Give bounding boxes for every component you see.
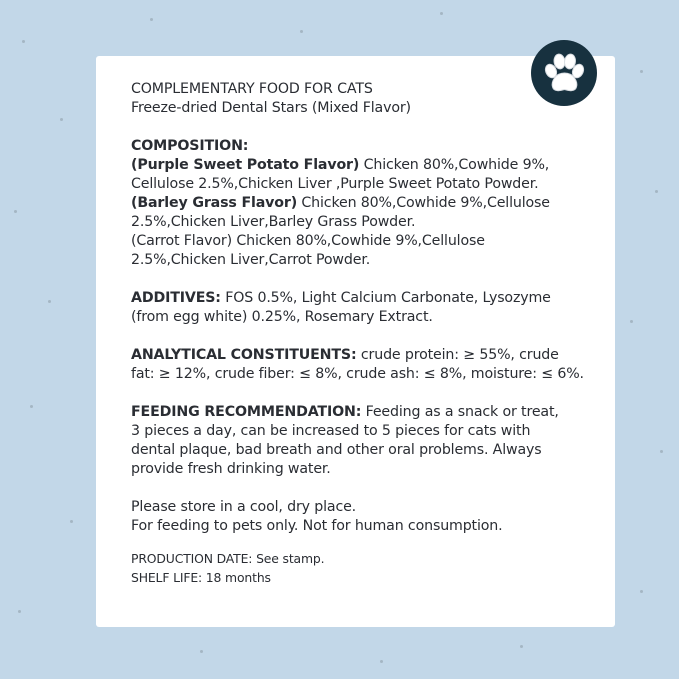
- speckle: [630, 320, 633, 323]
- speckle: [440, 12, 443, 15]
- speckle: [30, 405, 33, 408]
- storage-line: Please store in a cool, dry place.: [131, 499, 357, 515]
- analytical-label: ANALYTICAL CONSTITUENTS:: [131, 347, 357, 363]
- composition-purple: [131, 156, 571, 175]
- feeding-text: Feeding as a snack or treat,: [361, 404, 559, 420]
- speckle: [655, 190, 658, 193]
- feeding-cont-2: dental plaque, bad breath and other oral problems. Always: [131, 442, 542, 458]
- composition-heading: COMPOSITION:: [131, 138, 249, 154]
- shelf-life: SHELF LIFE: 18 months: [131, 570, 271, 585]
- speckle: [520, 645, 523, 648]
- composition-barley-cont: 2.5%,Chicken Liver,Barley Grass Powder.: [131, 214, 416, 230]
- feeding: [131, 403, 571, 422]
- speckle: [60, 118, 63, 121]
- analytical-cont: fat: ≥ 12%, crude fiber: ≤ 8%, crude ash: ≤ 8%, moisture: ≤ 6%.: [131, 366, 584, 382]
- speckle: [200, 650, 203, 653]
- analytical-text: crude protein: ≥ 55%, crude: [356, 347, 559, 363]
- speckle: [18, 610, 21, 613]
- analytical: [131, 346, 571, 365]
- speckle: [48, 300, 51, 303]
- additives-text: FOS 0.5%, Light Calcium Carbonate, Lysozyme: [220, 290, 551, 306]
- label-text: [131, 80, 584, 587]
- additives: [131, 289, 571, 308]
- feeding-cont-3: provide fresh drinking water.: [131, 461, 331, 477]
- barley-flavor-text: Chicken 80%,Cowhide 9%,Cellulose: [297, 195, 550, 211]
- production-date: PRODUCTION DATE: See stamp.: [131, 551, 325, 566]
- paw-badge: [531, 40, 597, 106]
- speckle: [660, 450, 663, 453]
- composition-carrot: (Carrot Flavor) Chicken 80%,Cowhide 9%,Cellulose: [131, 233, 485, 249]
- label-card: [96, 56, 615, 627]
- pets-only-line: For feeding to pets only. Not for human consumption.: [131, 518, 503, 534]
- purple-flavor-text: Chicken 80%,Cowhide 9%,: [359, 157, 550, 173]
- speckle: [22, 40, 25, 43]
- composition-purple-cont: Cellulose 2.5%,Chicken Liver ,Purple Sweet Potato Powder.: [131, 176, 539, 192]
- label-subtitle: Freeze-dried Dental Stars (Mixed Flavor): [131, 100, 411, 116]
- speckle: [150, 18, 153, 21]
- composition-carrot-cont: 2.5%,Chicken Liver,Carrot Powder.: [131, 252, 371, 268]
- label-title: COMPLEMENTARY FOOD FOR CATS: [131, 81, 373, 97]
- purple-flavor-label: (Purple Sweet Potato Flavor): [131, 157, 360, 173]
- barley-flavor-label: (Barley Grass Flavor): [131, 195, 298, 211]
- speckle: [14, 210, 17, 213]
- speckle: [640, 70, 643, 73]
- additives-cont: (from egg white) 0.25%, Rosemary Extract.: [131, 309, 433, 325]
- additives-label: ADDITIVES:: [131, 290, 221, 306]
- speckle: [640, 590, 643, 593]
- speckle: [70, 520, 73, 523]
- paw-icon: [531, 40, 597, 106]
- feeding-cont-1: 3 pieces a day, can be increased to 5 pieces for cats with: [131, 423, 531, 439]
- feeding-label: FEEDING RECOMMENDATION:: [131, 404, 362, 420]
- speckle: [380, 660, 383, 663]
- speckle: [300, 30, 303, 33]
- composition-barley: [131, 194, 571, 213]
